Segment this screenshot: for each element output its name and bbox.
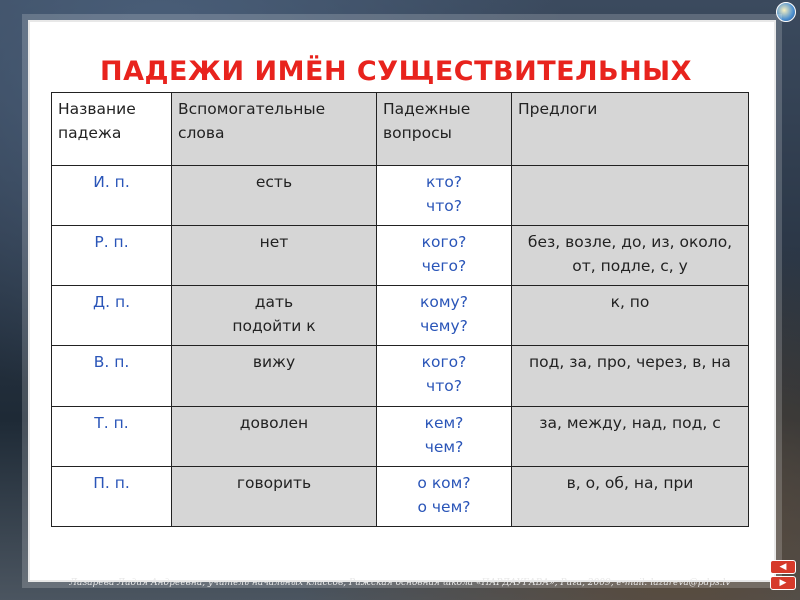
table-row — [52, 226, 749, 286]
prepositions-cell: за, между, над, под, с — [512, 406, 749, 466]
header-case-name: Название падежа — [52, 93, 172, 166]
aux-words-cell — [172, 406, 377, 466]
aux-words-cell — [172, 166, 377, 226]
case-name-cell: П. п. — [52, 466, 172, 526]
case-question: что? — [426, 377, 462, 396]
table-row — [52, 286, 749, 346]
logo-icon — [776, 2, 796, 22]
table-row — [52, 346, 749, 406]
prepositions-cell: под, за, про, через, в, на — [512, 346, 749, 406]
case-question: чего? — [421, 257, 467, 276]
aux-word: говорить — [236, 473, 312, 492]
header-aux-words: Вспомогательные слова — [172, 93, 377, 166]
prepositions-cell: к, по — [512, 286, 749, 346]
case-questions-cell — [377, 166, 512, 226]
aux-word: есть — [255, 173, 293, 191]
case-question: кто? — [425, 173, 463, 191]
case-questions-cell — [377, 466, 512, 526]
case-question: чем? — [424, 437, 464, 456]
prepositions-cell: без, возле, до, из, около, от, подле, с, у — [512, 226, 749, 286]
case-questions-cell — [377, 346, 512, 406]
aux-word: нет — [259, 233, 289, 252]
case-question: чему? — [420, 317, 468, 336]
table-row — [52, 466, 749, 526]
case-name-cell: В. п. — [52, 346, 172, 406]
aux-word: дать — [254, 293, 294, 312]
table-row — [52, 406, 749, 466]
page-title: ПАДЕЖИ ИМЁН СУЩЕСТВИТЕЛЬНЫХ — [100, 56, 692, 87]
case-question: кем? — [424, 413, 464, 432]
case-questions-cell — [377, 286, 512, 346]
case-question: кому? — [420, 293, 468, 312]
nav-forward-button[interactable]: ▶ — [770, 576, 796, 590]
aux-word: вижу — [252, 353, 296, 372]
aux-words-cell — [172, 346, 377, 406]
case-question: что? — [426, 197, 462, 215]
case-name-cell: И. п. — [52, 166, 172, 226]
case-questions-cell — [377, 226, 512, 286]
table-row — [52, 166, 749, 226]
header-case-questions: Падежные вопросы — [377, 93, 512, 166]
header-prepositions: Предлоги — [512, 93, 749, 166]
case-name-cell: Д. п. — [52, 286, 172, 346]
prepositions-cell — [512, 166, 749, 226]
case-name-cell: Р. п. — [52, 226, 172, 286]
aux-words-cell — [172, 286, 377, 346]
case-question: кого? — [421, 353, 467, 372]
case-name-cell: Т. п. — [52, 406, 172, 466]
case-question: кого? — [421, 233, 467, 252]
cases-table — [51, 92, 749, 527]
aux-word: доволен — [239, 413, 309, 432]
case-questions-cell — [377, 406, 512, 466]
aux-words-cell — [172, 226, 377, 286]
aux-words-cell — [172, 466, 377, 526]
aux-word: подойти к — [232, 317, 316, 336]
nav-back-button[interactable]: ◀ — [770, 560, 796, 574]
case-question: о чем? — [417, 497, 471, 516]
footer-credit: Лазарева Лидия Андреевна, учитель начальных классов, Рижская основная школа «ПАРДАУГАВА», Рига, 2009, e-mail: lazareva@pdps.lv — [69, 578, 731, 588]
prepositions-cell: в, о, об, на, при — [512, 466, 749, 526]
case-question: о ком? — [417, 473, 471, 492]
table-header-row — [52, 93, 749, 166]
